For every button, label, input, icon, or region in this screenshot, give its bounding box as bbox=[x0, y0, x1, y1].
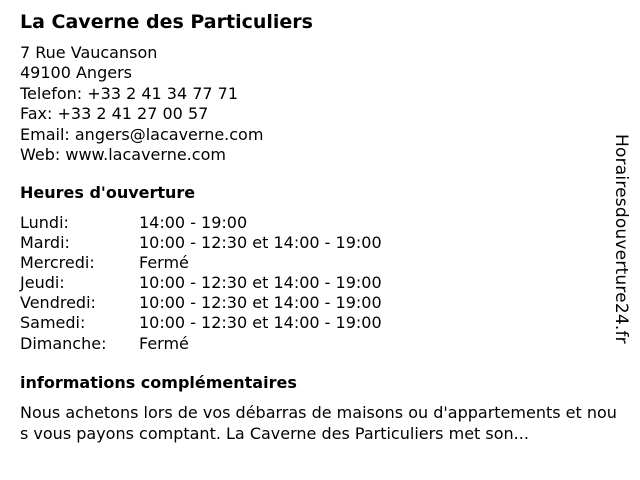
additional-info-heading: informations complémentaires bbox=[20, 373, 297, 392]
site-watermark: Horairesdouverture24.fr bbox=[611, 134, 631, 344]
hours-row bbox=[20, 233, 440, 253]
fax-number: Fax: +33 2 41 27 00 57 bbox=[20, 104, 209, 124]
day-label: Jeudi: bbox=[20, 273, 65, 293]
day-hours: Fermé bbox=[139, 253, 189, 273]
email-address: Email: angers@lacaverne.com bbox=[20, 124, 264, 144]
day-label: Mardi: bbox=[20, 233, 70, 253]
day-label: Mercredi: bbox=[20, 253, 95, 273]
day-hours: 10:00 - 12:30 et 14:00 - 19:00 bbox=[139, 273, 382, 293]
day-hours: 10:00 - 12:30 et 14:00 - 19:00 bbox=[139, 293, 382, 313]
street-address: 7 Rue Vaucanson bbox=[20, 43, 158, 62]
hours-row bbox=[20, 334, 440, 354]
website: Web: www.lacaverne.com bbox=[20, 145, 226, 165]
city-postcode: 49100 Angers bbox=[20, 63, 132, 83]
phone-number: Telefon: +33 2 41 34 77 71 bbox=[20, 83, 239, 103]
day-hours: 10:00 - 12:30 et 14:00 - 19:00 bbox=[139, 233, 382, 253]
opening-hours-table bbox=[20, 213, 440, 354]
day-label: Vendredi: bbox=[20, 293, 96, 313]
day-label: Lundi: bbox=[20, 213, 69, 232]
hours-row bbox=[20, 273, 440, 293]
day-label: Samedi: bbox=[20, 313, 86, 333]
day-hours: 14:00 - 19:00 bbox=[139, 213, 248, 232]
additional-info-text: Nous achetons lors de vos débarras de maisons ou d'appartements et nous vous payons comptant. La Caverne des Particuliers met son... bbox=[20, 403, 617, 443]
day-label: Dimanche: bbox=[20, 333, 107, 353]
day-hours: 10:00 - 12:30 et 14:00 - 19:00 bbox=[139, 313, 382, 333]
hours-row bbox=[20, 293, 440, 313]
day-hours: Fermé bbox=[139, 333, 189, 353]
business-name: La Caverne des Particuliers bbox=[20, 11, 313, 33]
opening-hours-heading: Heures d'ouverture bbox=[20, 183, 196, 202]
hours-row bbox=[20, 213, 440, 233]
hours-row bbox=[20, 253, 440, 273]
contact-block bbox=[20, 43, 263, 165]
hours-row bbox=[20, 313, 440, 333]
